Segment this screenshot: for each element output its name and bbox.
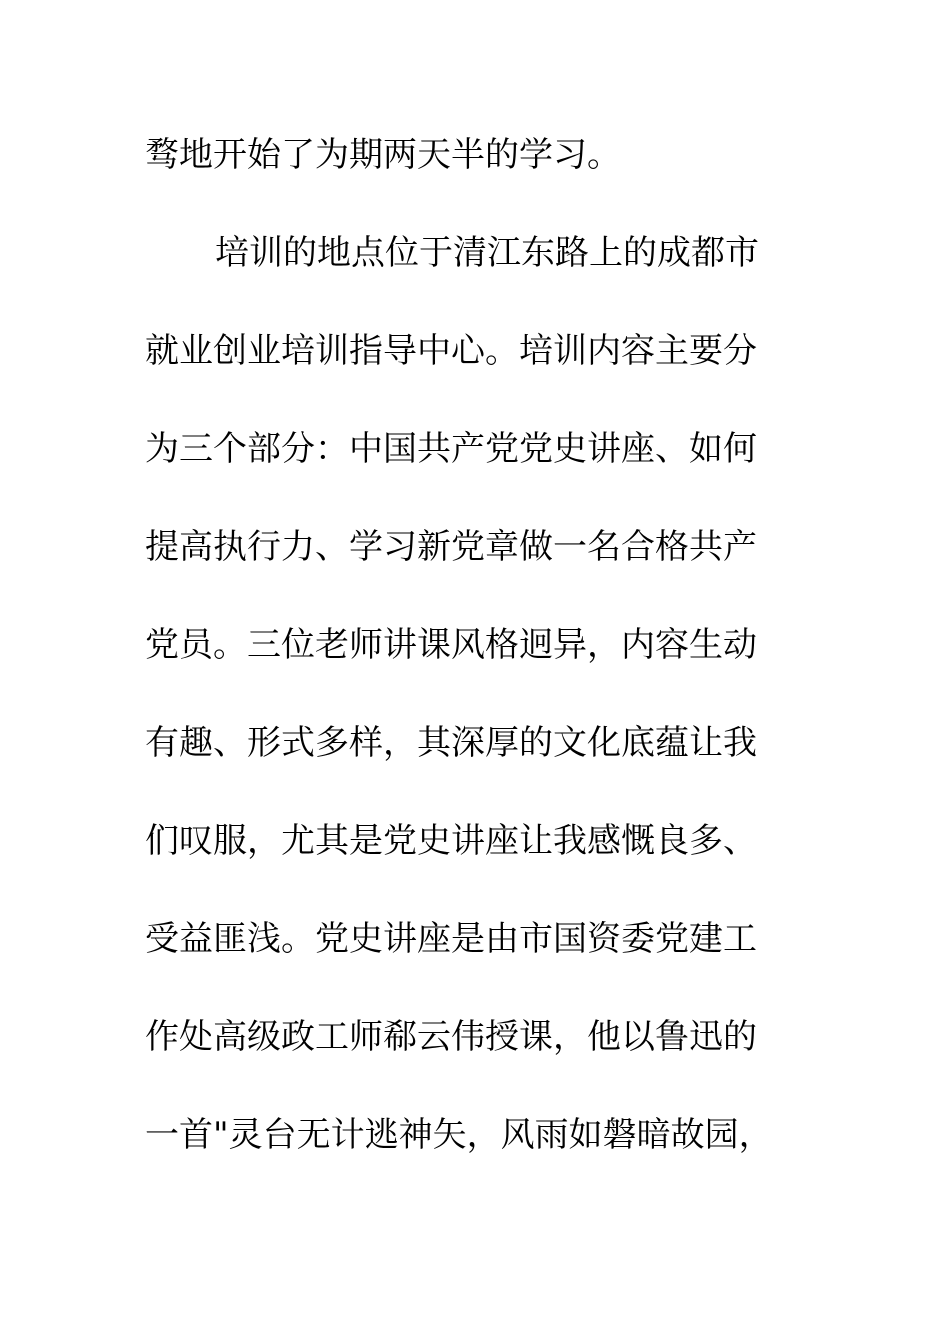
text-line-2-paragraph-start: 培训的地点位于清江东路上的成都市 (215, 233, 759, 273)
text-line-9: 受益匪浅。党史讲座是由市国资委党建工 (145, 919, 757, 959)
body-text (145, 124, 785, 1202)
text-line-3: 就业创业培训指导中心。培训内容主要分 (145, 331, 757, 371)
text-line-1: 骛地开始了为期两天半的学习。 (145, 135, 621, 175)
text-line-7: 有趣、形式多样，其深厚的文化底蕴让我 (145, 723, 757, 763)
text-line-5: 提高执行力、学习新党章做一名合格共产 (145, 527, 757, 567)
text-line-6: 党员。三位老师讲课风格迥异，内容生动 (145, 625, 757, 665)
text-line-8: 们叹服，尤其是党史讲座让我感慨良多、 (145, 821, 757, 861)
text-line-11: 一首"灵台无计逃神矢，风雨如磐暗故园， (145, 1115, 773, 1155)
text-line-4: 为三个部分：中国共产党党史讲座、如何 (145, 429, 757, 469)
text-line-10: 作处高级政工师郗云伟授课，他以鲁迅的 (145, 1017, 757, 1057)
